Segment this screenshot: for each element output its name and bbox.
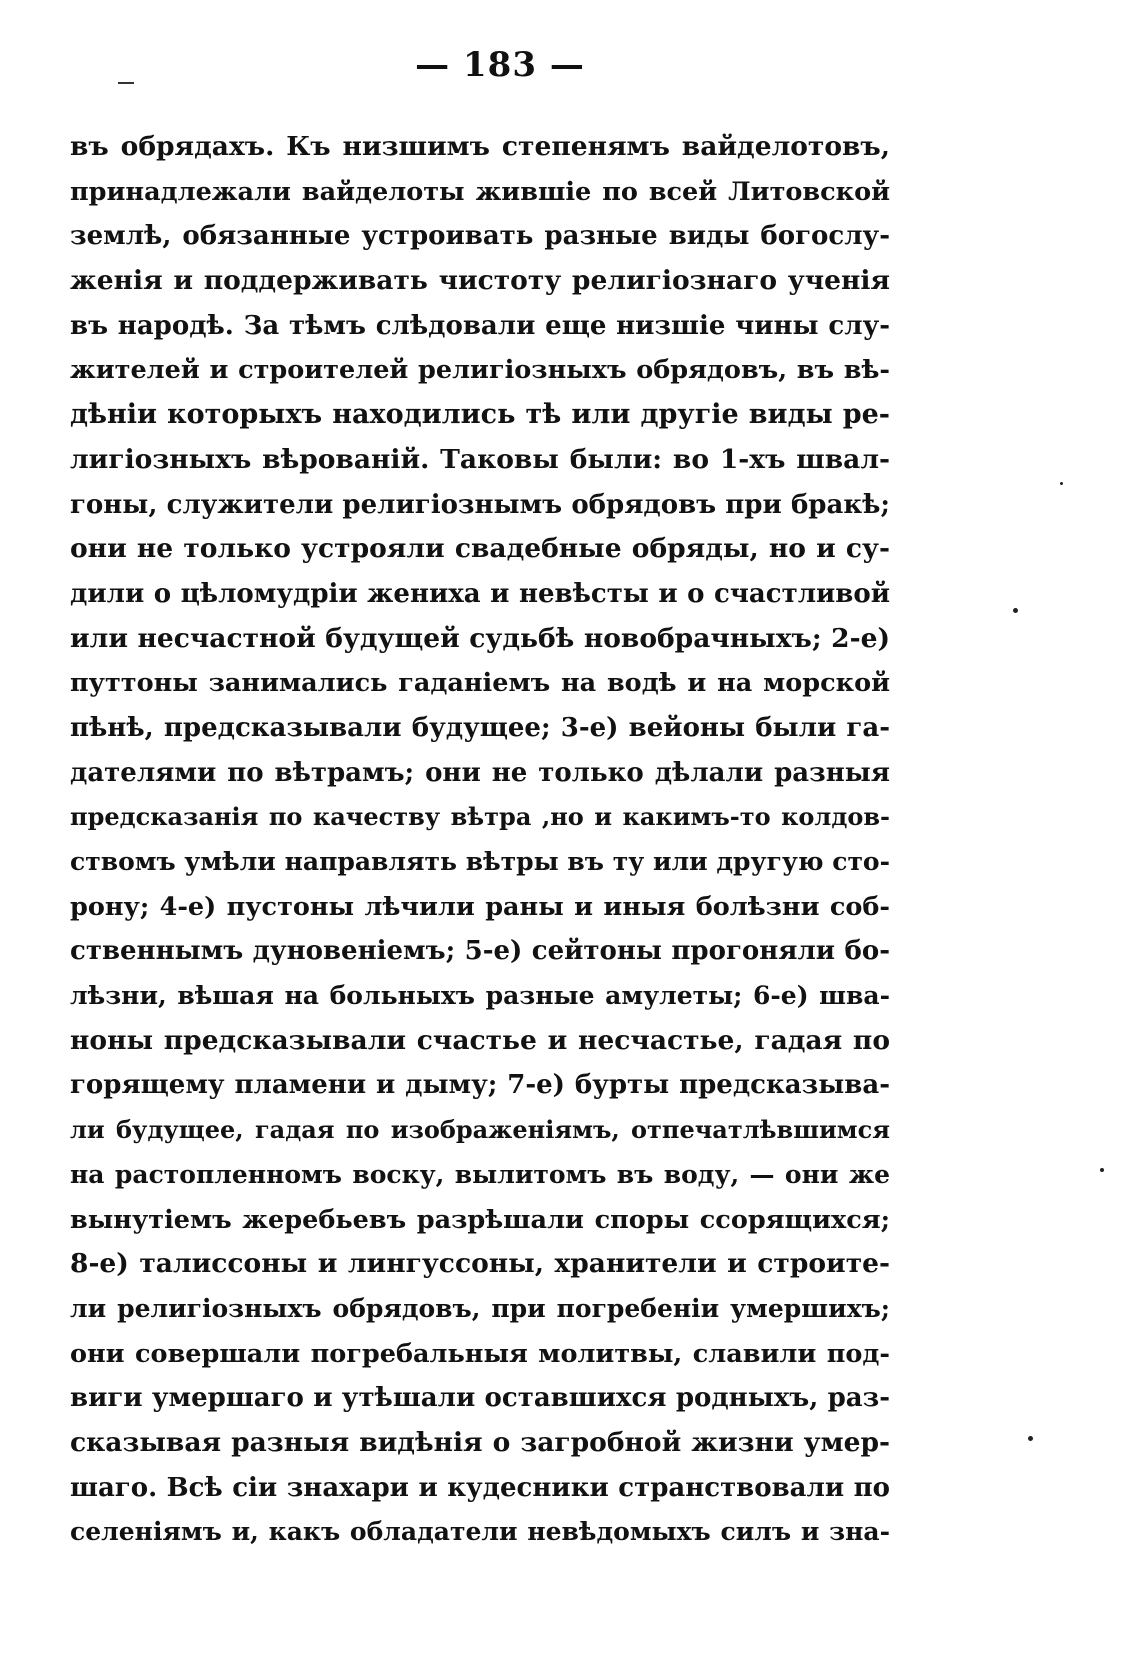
text-line: дателями по вѣтрамъ; они не только дѣлали разныя	[70, 757, 890, 788]
text-line: землѣ, обязанные устроивать разные виды богослу-	[70, 221, 890, 252]
print-speck	[1013, 608, 1018, 613]
text-line: путтоны занимались гаданіемъ на водѣ и на морской	[70, 668, 890, 699]
text-line: жителей и строителей религіозныхъ обрядовъ, въ вѣ-	[70, 355, 890, 386]
text-line: ли религіозныхъ обрядовъ, при погребеніи умершихъ;	[70, 1293, 890, 1323]
print-speck	[1060, 482, 1063, 485]
text-line: сказывая разныя видѣнія о загробной жизни умер-	[70, 1426, 890, 1458]
print-speck	[1100, 1168, 1104, 1172]
text-line: 8-е) талиссоны и лингуссоны, хранители и строите-	[70, 1248, 890, 1280]
print-speck	[1028, 1436, 1033, 1441]
text-line: дили о цѣломудріи жениха и невѣсты и о счастливой	[70, 578, 890, 609]
text-line: на растопленномъ воску, вылитомъ въ воду, — они же	[70, 1159, 890, 1189]
text-line: предсказанія по качеству вѣтра ,но и какимъ-то колдов-	[70, 802, 890, 832]
text-line: или несчастной будущей судьбѣ новобрачныхъ; 2-е)	[70, 622, 890, 654]
text-line: дѣніи которыхъ находились тѣ или другіе виды ре-	[70, 399, 890, 431]
text-line: въ народѣ. За тѣмъ слѣдовали еще низшіе чины слу-	[70, 310, 890, 341]
text-line: принадлежали вайделоты жившіе по всей Литовской	[70, 176, 890, 207]
text-line: рону; 4-е) пустоны лѣчили раны и иныя болѣзни соб-	[70, 891, 890, 922]
text-line: вынутіемъ жеребьевъ разрѣшали споры ссорящихся;	[70, 1204, 890, 1235]
text-line: горящему пламени и дыму; 7-е) бурты предсказыва-	[70, 1070, 890, 1101]
text-line: ственнымъ дуновеніемъ; 5-е) сейтоны прогоняли бо-	[70, 936, 890, 967]
text-line: гоны, служители религіознымъ обрядовъ при бракѣ;	[70, 489, 890, 520]
text-line: они совершали погребальныя молитвы, славили под-	[70, 1338, 890, 1369]
text-line: ствомъ умѣли направлять вѣтры въ ту или другую сто-	[70, 847, 890, 876]
text-line: пѣнѣ, предсказывали будущее; 3-е) вейоны были га-	[70, 712, 890, 743]
text-line: лигіозныхъ вѣрованій. Таковы были: во 1-хъ швал-	[70, 443, 890, 475]
text-line: лѣзни, вѣшая на больныхъ разные амулеты; 6-е) шва-	[70, 981, 890, 1011]
text-line: ли будущее, гадая по изображеніямъ, отпечатлѣвшимся	[70, 1115, 890, 1145]
body-text	[70, 125, 890, 1555]
text-line: виги умершаго и утѣшали оставшихся родныхъ, раз-	[70, 1383, 890, 1414]
page-number: — 183 —	[415, 45, 585, 85]
text-line: шаго. Всѣ сіи знахари и кудесники странствовали по	[70, 1472, 890, 1503]
text-line: женія и поддерживать чистоту религіознаго ученія	[70, 265, 890, 297]
text-line: они не только устрояли свадебные обряды, но и су-	[70, 533, 890, 565]
text-line: ноны предсказывали счастье и несчастье, гадая по	[70, 1024, 890, 1056]
text-line: въ обрядахъ. Къ низшимъ степенямъ вайделотовъ,	[70, 131, 890, 162]
text-line: селеніямъ и, какъ обладатели невѣдомыхъ силъ и зна-	[70, 1517, 890, 1547]
